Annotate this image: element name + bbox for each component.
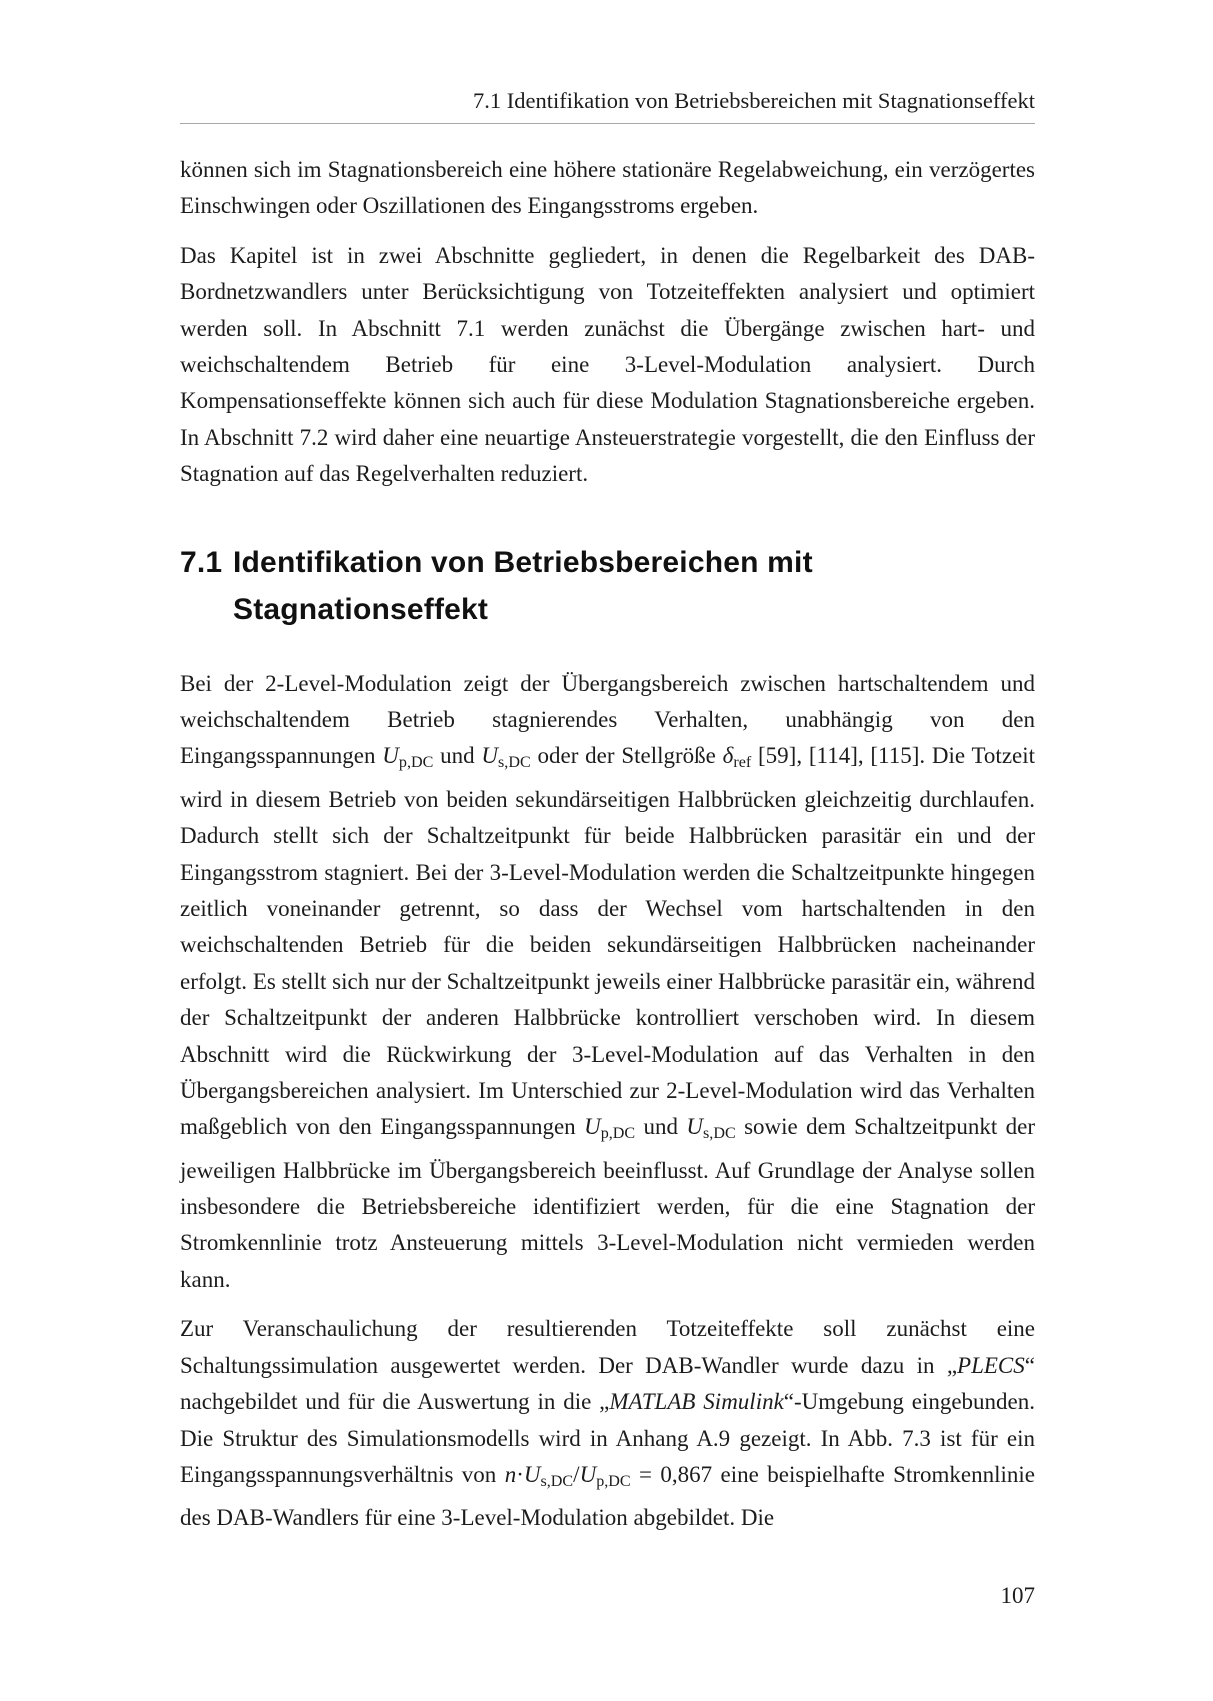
section-title-line1: Identifikation von Betriebsbereichen mit: [233, 545, 813, 579]
header-rule: [180, 123, 1035, 124]
section-heading: [180, 539, 1035, 633]
running-header: [180, 88, 1035, 124]
running-header-text: 7.1 Identifikation von Betriebsbereichen mit Stagnationseffekt: [473, 88, 1035, 113]
section-title: [233, 539, 1035, 633]
paragraph-2: Das Kapitel ist in zwei Abschnitte gegliedert, in denen die Regelbarkeit des DAB-Bordnetzwandlers unter Berücksichtigung von Totzeiteffekten analysiert und optimiert werden soll. In Abschnitt 7.1 werden zunächst die Übergänge zwischen hart- und weichschaltendem Betrieb für eine 3-Level-Modulation analysiert. Durch Kompensationseffekte können sich auch für diese Modulation Stagnationsbereiche ergeben. In Abschnitt 7.2 wird daher eine neuartige Ansteuerstrategie vorgestellt, die den Einfluss der Stagnation auf das Regelverhalten reduziert.: [180, 242, 1035, 487]
page-number: 107: [1000, 1583, 1035, 1608]
section-title-line2: Stagnationseffekt: [233, 592, 489, 626]
page-body: [180, 152, 1035, 1537]
paragraph-1: können sich im Stagnationsbereich eine höhere stationäre Regelabweichung, ein verzögertes Einschwingen oder Oszillationen des Eingangsstroms ergeben.: [180, 157, 1035, 219]
paragraph-3: Bei der 2-Level-Modulation zeigt der Übergangsbereich zwischen hartschaltendem und weichschaltendem Betrieb stagnierendes Verhalten, unabhängig von den Eingangsspannungen $U_{p,DC}$ und $U_{s,DC}$ oder der Stellgröße $\delta_{ref}$ [59], [114], [115]. Die Totzeit wird in diesem Betrieb von beiden sekundärseitigen Halbbrücken gleichzeitig durchlaufen. Dadurch stellt sich der Schaltzeitpunkt für beide Halbbrücken parasitär ein und der Eingangsstrom stagniert. Bei der 3-Level-Modulation werden die Schaltzeitpunkte hingegen zeitlich voneinander getrennt, so dass der Wechsel vom hartschaltenden in den weichschaltenden Betrieb für die beiden sekundärseitigen Halbbrücken nacheinander erfolgt. Es stellt sich nur der Schaltzeitpunkt jeweils einer Halbbrücke parasitär ein, während der Schaltzeitpunkt der anderen Halbbrücke kontrolliert verschoben wird. In diesem Abschnitt wird die Rückwirkung der 3-Level-Modulation auf das Verhalten in den Übergangsbereichen analysiert. Im Unterschied zur 2-Level-Modulation wird das Verhalten maßgeblich von den Eingangsspannungen $U_{p,DC}$ und $U_{s,DC}$ sowie dem Schaltzeitpunkt der jeweiligen Halbbrücke im Übergangsbereich beeinflusst. Auf Grundlage der Analyse sollen insbesondere die Betriebsbereiche identifiziert werden, für die eine Stagnation der Stromkennlinie trotz Ansteuerung mittels 3-Level-Modulation nicht vermieden werden kann.: [180, 670, 1036, 1292]
section-number: 7.1: [180, 545, 223, 579]
paragraph-4: Zur Veranschaulichung der resultierenden Totzeiteffekte soll zunächst eine Schaltungssimulation ausgewertet werden. Der DAB-Wandler wurde dazu in „PLECS“ nachgebildet und für die Auswertung in die „MATLAB Simulink“-Umgebung eingebunden. Die Struktur des Simulationsmodells wird in Anhang A.9 gezeigt. In Abb. 7.3 ist für ein Eingangsspannungsverhältnis von $n\cdot U_{s,DC}/U_{p,DC} = 0,867$ eine beispielhafte Stromkennlinie des DAB-Wandlers für eine 3-Level-Modulation abgebildet. Die: [180, 1316, 1036, 1531]
